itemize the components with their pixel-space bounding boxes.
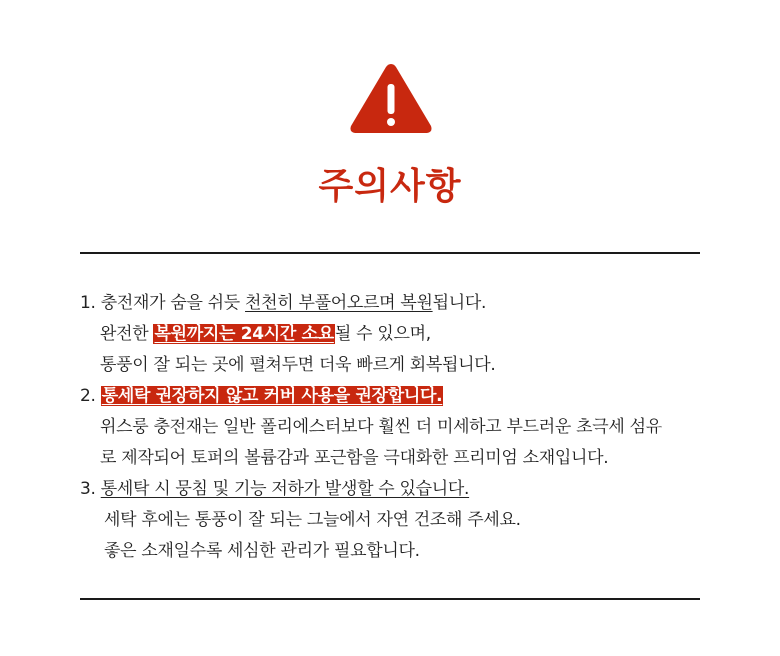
underlined-phrase: 통세탁 시 뭉침 및 기능 저하가 발생할 수 있습니다. bbox=[100, 479, 470, 499]
caution-item-2-line-3: 로 제작되어 토퍼의 볼륨감과 포근함을 극대화한 프리미엄 소재입니다. bbox=[100, 448, 609, 468]
caution-item-3-line-1 bbox=[80, 474, 705, 505]
caution-list bbox=[80, 288, 705, 567]
caution-item-3-line-3: 좋은 소재일수록 세심한 관리가 필요합니다. bbox=[104, 541, 420, 561]
item-number: 3. bbox=[80, 479, 96, 499]
top-divider bbox=[80, 252, 700, 254]
item-number: 1. bbox=[80, 293, 96, 313]
caution-item-1-line-2: 완전한 복원까지는 24시간 소요될 수 있으며, bbox=[100, 324, 431, 344]
highlighted-phrase: 복원까지는 24시간 소요 bbox=[154, 324, 334, 344]
caution-item-2-line-2: 위스룽 충전재는 일반 폴리에스터보다 훨씬 더 미세하고 부드러운 초극세 섬유 bbox=[100, 417, 662, 437]
highlighted-phrase: 통세탁 권장하지 않고 커버 사용을 권장합니다. bbox=[101, 386, 443, 406]
underlined-phrase: 천천히 부풀어오르며 복원 bbox=[245, 293, 433, 313]
caution-item-3-line-2: 세탁 후에는 통풍이 잘 되는 그늘에서 자연 건조해 주세요. bbox=[104, 510, 521, 530]
caution-item-1-line-1: 1. 충전재가 숨을 쉬듯 천천히 부풀어오르며 복원됩니다. bbox=[80, 293, 487, 313]
item-number: 2. bbox=[80, 386, 96, 406]
caution-item-1-line-3: 통풍이 잘 되는 곳에 펼쳐두면 더욱 빠르게 회복됩니다. bbox=[100, 355, 496, 375]
caution-item-2-line-1 bbox=[80, 381, 705, 412]
warning-triangle-icon bbox=[348, 60, 434, 136]
bottom-divider bbox=[80, 598, 700, 600]
page-title: 주의사항 bbox=[318, 166, 462, 207]
